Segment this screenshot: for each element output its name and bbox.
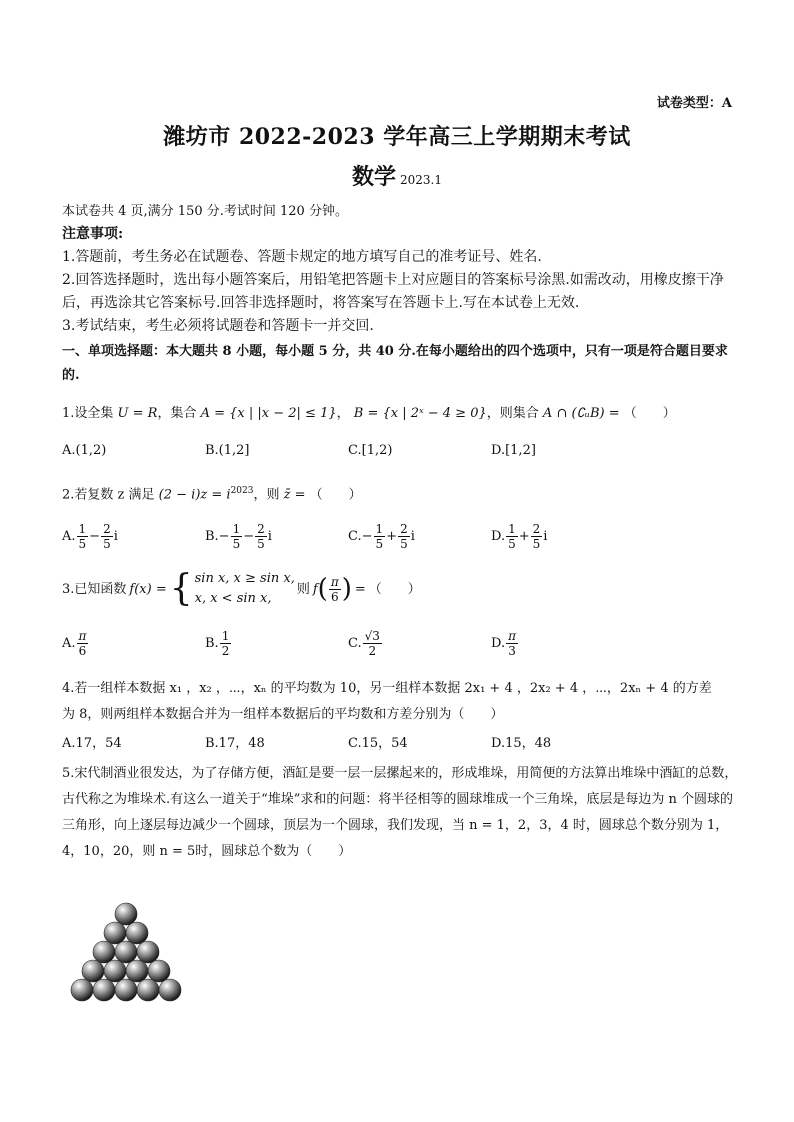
numerator: 1 [508, 522, 516, 537]
option-label: D. [491, 636, 506, 652]
fraction [374, 522, 386, 551]
intro-text: 本试卷共 4 页,满分 150 分.考试时间 120 分钟。 [62, 204, 348, 219]
q1-stem: ，集合 [157, 406, 197, 421]
numerator: 2 [532, 522, 541, 537]
fraction [506, 522, 518, 551]
option-label: C. [348, 636, 362, 652]
option-d [491, 522, 634, 551]
q1-set-b: B = {x | 2ˣ − 4 ≥ 0} [353, 406, 487, 421]
imag-unit: i [113, 529, 118, 545]
denominator: 5 [532, 537, 541, 552]
exam-date: 2023.1 [400, 173, 442, 187]
imag-unit: i [543, 529, 548, 545]
numerator: √3 [364, 629, 380, 644]
sphere [115, 903, 137, 925]
option-c: C.[1,2) [348, 443, 393, 458]
question-5: 5.宋代制酒业很发达，为了存储方便，酒缸是要一层一层摞起来的，形成堆垛，用简便的方法算出堆垛中酒缸的总数，古代称之为堆垛术.有这么一道关于“堆垛”求和的问题：将半径相等的圆球堆成一个三角垛，底层是每边为 n 个圆球的三角形，向上逐层每边减少一个圆球，顶层为一个圆球，我们发现，当 n = 1，2，3，4 时，圆球总个数分别为 1，4，10，20，则 n = 5时，圆球总个数为（ ） [62, 766, 738, 860]
q1-options [62, 439, 742, 462]
question-1 [62, 402, 742, 425]
denominator: 6 [78, 644, 87, 659]
option-label: C.− [348, 529, 373, 545]
fraction [255, 522, 267, 551]
fraction [363, 629, 382, 658]
q3-stem: 3.已知函数 [62, 581, 127, 597]
option-c: C.15，54 [348, 736, 408, 752]
q1-universal-set: U = R [117, 406, 158, 421]
denominator: 5 [103, 537, 111, 552]
option-label: D. [491, 529, 506, 545]
question-4 [62, 676, 742, 728]
option-b: B.(1,2] [205, 443, 250, 458]
section-heading: 一、单项选择题：本大题共 8 小题，每小题 5 分，共 40 分.在每小题给出的四个选项中，只有一项是符合题目要求的. [62, 344, 728, 383]
option-a: A.(1,2) [62, 443, 107, 458]
q1-separator: ， [336, 406, 350, 421]
question-3: 3.已知函数 f(x) = { sin x, x ≥ sin x, x, x < sin x, 则 f ( $\frac{\pi}{6}$ ) = （ ） [62, 568, 421, 610]
equals: = [354, 581, 366, 597]
denominator: 5 [375, 537, 384, 552]
sphere [126, 960, 148, 982]
q3-function: f(x) = [129, 581, 167, 597]
note-item: 2.回答选择题时，选出每小题答案后，用铅笔把答题卡上对应题目的答案标号涂黑.如需改动，用橡皮擦干净后，再选涂其它答案标号.回答非选择题时，将答案写在答题卡上.写在本试卷上无效. [62, 272, 724, 311]
ball-pyramid-illustration [68, 900, 188, 1010]
question-2 [62, 480, 742, 506]
denominator: 5 [257, 537, 265, 552]
note-item: 3.考试结束，考生必须将试题卷和答题卡一并交回. [62, 318, 374, 334]
option-a: A.17，54 [62, 736, 122, 752]
q2-exponent: 2023 [230, 486, 254, 496]
q2-conjugate: z̄ = [283, 487, 306, 503]
q1-expression: A ∩ (∁ᵤB) = [542, 406, 620, 421]
denominator: 3 [508, 644, 516, 659]
numerator: 1 [221, 629, 230, 644]
option-d [491, 629, 634, 658]
denominator: 5 [400, 537, 408, 552]
option-a [62, 522, 205, 551]
q2-stem: 2.若复数 z 满足 [62, 487, 155, 503]
sphere [126, 922, 148, 944]
imag-unit: i [410, 529, 415, 545]
fraction [329, 575, 341, 604]
piecewise-definition [170, 569, 295, 609]
numerator: 2 [257, 522, 265, 537]
subject-name: 数学 [351, 164, 396, 190]
numerator: 2 [103, 522, 111, 537]
q2-stem: ，则 [253, 487, 280, 503]
option-a [62, 629, 205, 658]
option-b: B.17，48 [205, 736, 265, 752]
operator: − [243, 529, 255, 545]
fraction [220, 629, 232, 658]
q1-stem: ，则集合 [486, 406, 539, 421]
option-b [205, 522, 348, 551]
fraction [398, 522, 410, 551]
sphere [148, 960, 170, 982]
fraction [506, 629, 518, 658]
sphere [93, 941, 115, 963]
brace-glyph: { [169, 568, 193, 610]
fraction [77, 629, 89, 658]
exam-body [62, 200, 742, 865]
numerator: π [508, 629, 516, 644]
fraction [231, 522, 243, 551]
exam-title: 潍坊市 2022-2023 学年高三上学期期末考试 [163, 124, 631, 150]
answer-blank: （ ） [368, 581, 421, 597]
q3-stem: 则 [296, 581, 310, 597]
q4-line: 4.若一组样本数据 x₁ ，x₂ ，⋯，xₙ 的平均数为 10，另一组样本数据 2x₁ + 4 ，2x₂ + 4 ，⋯，2xₙ + 4 的方差 [62, 681, 712, 697]
option-c [348, 522, 491, 551]
q3-options [62, 629, 742, 658]
option-label: A. [62, 636, 76, 652]
case-2: x, x < sin x, [194, 591, 272, 607]
denominator: 5 [78, 537, 87, 552]
sphere [159, 979, 181, 1001]
case-1: sin x, x ≥ sin x, [194, 571, 295, 587]
q4-options [62, 732, 742, 755]
option-d: D.[1,2] [491, 443, 536, 458]
sphere [115, 979, 137, 1001]
paper-type-label: 试卷类型：A [656, 96, 732, 111]
q2-options [62, 522, 742, 551]
operator: + [518, 529, 530, 545]
denominator: 2 [368, 644, 377, 659]
subject-line [0, 160, 794, 191]
sphere [137, 979, 159, 1001]
note-item: 1.答题前，考生务必在试题卷、答题卡规定的地方填写自己的准考证号、姓名. [62, 249, 542, 265]
denominator: 5 [508, 537, 516, 552]
option-label: B.− [205, 529, 230, 545]
option-c [348, 629, 491, 658]
q4-line: 为 8，则两组样本数据合并为一组样本数据后的平均数和方差分别为（ ） [62, 707, 504, 723]
option-label: B. [205, 636, 219, 652]
operator: + [386, 529, 398, 545]
answer-blank: （ ） [309, 487, 362, 503]
sphere [104, 960, 126, 982]
operator: − [89, 529, 101, 545]
sphere [71, 979, 93, 1001]
cases [195, 569, 295, 609]
q1-set-a: A = {x | |x − 2| ≤ 1} [200, 406, 337, 421]
sphere [137, 941, 159, 963]
q1-stem: 1.设全集 [62, 406, 114, 421]
option-label: A. [62, 529, 76, 545]
denominator: 2 [221, 644, 230, 659]
q2-equation: (2 − i)z = i [158, 487, 231, 503]
notes-heading: 注意事项: [62, 226, 124, 242]
fraction [77, 522, 89, 551]
sphere [82, 960, 104, 982]
option-d: D.15，48 [491, 736, 552, 752]
numerator: π [78, 629, 87, 644]
fraction [531, 522, 543, 551]
sphere [115, 941, 137, 963]
q3-f: f [312, 581, 318, 597]
denominator: 6 [330, 589, 339, 604]
option-b [205, 629, 348, 658]
imag-unit: i [267, 529, 272, 545]
answer-blank: （ ） [623, 406, 676, 421]
denominator: 5 [232, 537, 241, 552]
numerator: 1 [375, 522, 384, 537]
numerator: 2 [400, 522, 408, 537]
fraction [101, 522, 113, 551]
sphere [93, 979, 115, 1001]
numerator: 1 [232, 522, 241, 537]
sphere [104, 922, 126, 944]
numerator: π [330, 574, 339, 589]
numerator: 1 [78, 522, 87, 537]
